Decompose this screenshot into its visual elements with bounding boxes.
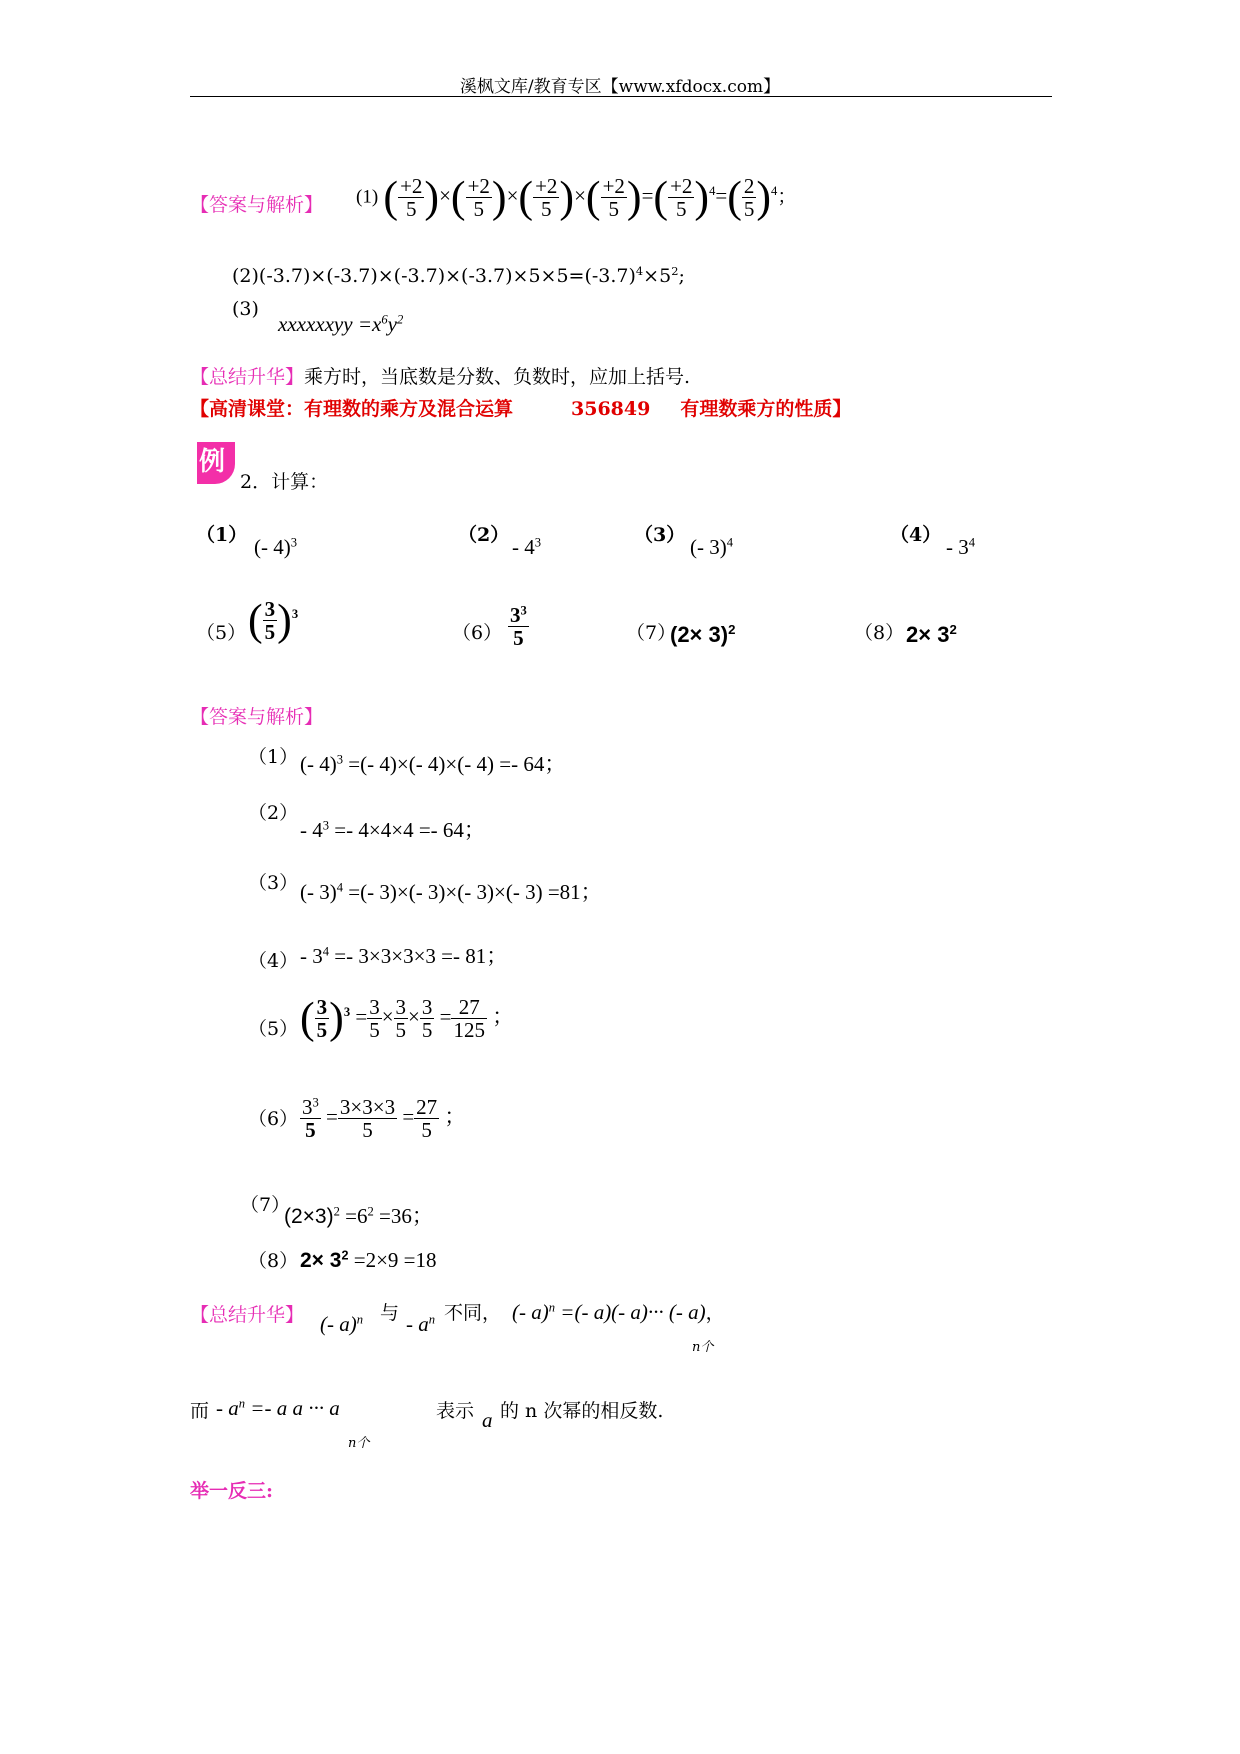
answer-1-part-3-expr: xxxxxxyy $=x^6y^2$ bbox=[278, 312, 404, 336]
problem-6-expr: $\frac{3^3}{5}$ bbox=[510, 603, 527, 651]
solution-1-label: （1） bbox=[248, 746, 299, 768]
problem-6-label: （6） bbox=[452, 622, 503, 644]
solution-6-expr: $\frac{3^3}{5}$ = $\frac{3\times 3\times 3}{5}$ = $\frac{27}{5}$ ； bbox=[302, 1095, 466, 1143]
solution-5-label: （5） bbox=[248, 1018, 299, 1040]
hd-classroom-line: 【高清课堂：有理数的乘方及混合运算 356849 有理数乘方的性质】 bbox=[190, 398, 852, 420]
problem-7-label: （7） bbox=[626, 622, 677, 644]
summary-1: 【总结升华】乘方时，当底数是分数、负数时，应加上括号. bbox=[190, 366, 691, 388]
solution-2-label: （2） bbox=[248, 802, 299, 824]
problem-2-expr: - $4^3$ bbox=[512, 535, 542, 559]
example-title: 2．计算： bbox=[240, 471, 329, 493]
problem-1-expr: (- 4)$^3$ bbox=[254, 535, 298, 559]
fraction: $\frac{+2}{5}$ bbox=[535, 174, 558, 222]
summary-2-expr-b: - $a^n$ bbox=[406, 1312, 436, 1336]
solution-6-label: （6） bbox=[248, 1108, 299, 1130]
summary-2-label: 【总结升华】 bbox=[190, 1304, 305, 1326]
solution-1-expr: (- 4)$^3$ =(- 4)×(- 4)×(- 4) =- 64； bbox=[300, 752, 566, 776]
problem-4-label: （4） bbox=[890, 524, 942, 546]
solution-8-label: （8） bbox=[248, 1250, 299, 1272]
answer-1-part-2: $(2)(-3.7)\times(-3.7)\times(-3.7)\times(-3.7)\times 5\times 5=(-3.7)^4\times 5^2$; bbox=[232, 264, 685, 287]
practice-label: 举一反三: bbox=[190, 1480, 274, 1502]
solution-5-expr: ( $\frac{3}{5}$ )$^3$ = $\frac{3}{5}$ × $\frac{3}{5}$ × $\frac{3}{5}$ = $\frac{27}{125}$ ； bbox=[300, 993, 514, 1043]
solution-2-expr: - $4^3 =- 4\times 4\times 4 =- 64$； bbox=[300, 818, 485, 842]
solution-7-label: （7） bbox=[240, 1194, 291, 1216]
answer-label-2: 【答案与解析】 bbox=[190, 706, 324, 728]
problem-8-expr: $2\times 3^2$ bbox=[906, 622, 957, 647]
solution-3-label: （3） bbox=[248, 872, 299, 894]
solution-8-expr: $2\times 3^2 =2\times 9 =18$ bbox=[300, 1248, 437, 1272]
problem-5-expr: ( $\frac{3}{5}$ )$^3$ bbox=[248, 595, 299, 645]
summary-2-biaoshi: 表示 bbox=[436, 1400, 475, 1422]
fraction: $\frac{+2}{5}$ bbox=[670, 174, 693, 222]
summary-2-under-2: n个 bbox=[348, 1436, 370, 1451]
header-rule bbox=[190, 96, 1052, 97]
summary-2-tail: 的 n 次幂的相反数. bbox=[500, 1400, 664, 1422]
answer-1-part-1: (1) ( $\frac{+2}{5}$ )×( $\frac{+2}{5}$ )×( $\frac{+2}{5}$ )×( $\frac{+2}{5}$ )=( $\frac{+2}{5}$ )$^4$=( $\frac{2}{5}$ )$^4$； bbox=[356, 172, 797, 222]
summary-2-yu: 与 bbox=[380, 1302, 400, 1324]
summary-2-er: 而 bbox=[190, 1400, 210, 1422]
fraction: $\frac{+2}{5}$ bbox=[467, 174, 490, 222]
solution-4-label: （4） bbox=[248, 950, 299, 972]
solution-4-expr: - $3^4 =- 3\times 3\times 3\times 3 =- 81$； bbox=[300, 944, 508, 968]
problem-7-expr: $(2\times 3)^2$ bbox=[670, 622, 736, 647]
solution-3-expr: (- 3)$^4$ =(- 3)×(- 3)×(- 3)×(- 3) =81； bbox=[300, 880, 602, 904]
answer-label-1: 【答案与解析】 bbox=[190, 194, 324, 216]
summary-2-under-1: n个 bbox=[692, 1340, 714, 1355]
problem-4-expr: - $3^4$ bbox=[946, 535, 976, 559]
problem-3-expr: (- 3)$^4$ bbox=[690, 535, 734, 559]
summary-2-a-var: a bbox=[482, 1408, 493, 1432]
summary-2-diff: 不同， bbox=[444, 1302, 502, 1324]
fraction: $\frac{+2}{5}$ bbox=[602, 174, 625, 222]
problem-1-label: （1） bbox=[196, 524, 248, 546]
answer-1-part-3-label: (3) bbox=[232, 298, 259, 320]
summary-2-expr-c: (- a)$^n$ =(- a)(- a)··· (- a)， bbox=[512, 1300, 725, 1324]
page-header: 溪枫文库/教育专区【www.xfdocx.com】 bbox=[459, 77, 781, 97]
fraction: $\frac{+2}{5}$ bbox=[400, 174, 423, 222]
summary-2-expr-d: - $a^n =- a$ a ··· a bbox=[216, 1396, 340, 1420]
problem-3-label: （3） bbox=[634, 524, 686, 546]
solution-7-expr: $(2\times 3)^2 =6^2 =36$； bbox=[284, 1204, 433, 1228]
fraction: $\frac{2}{5}$ bbox=[743, 174, 755, 222]
summary-2-expr-a: (- a)$^n$ bbox=[320, 1312, 364, 1336]
problem-8-label: （8） bbox=[854, 622, 905, 644]
problem-5-label: （5） bbox=[196, 622, 247, 644]
example-badge-label: 例 bbox=[199, 447, 226, 477]
problem-2-label: （2） bbox=[458, 524, 510, 546]
